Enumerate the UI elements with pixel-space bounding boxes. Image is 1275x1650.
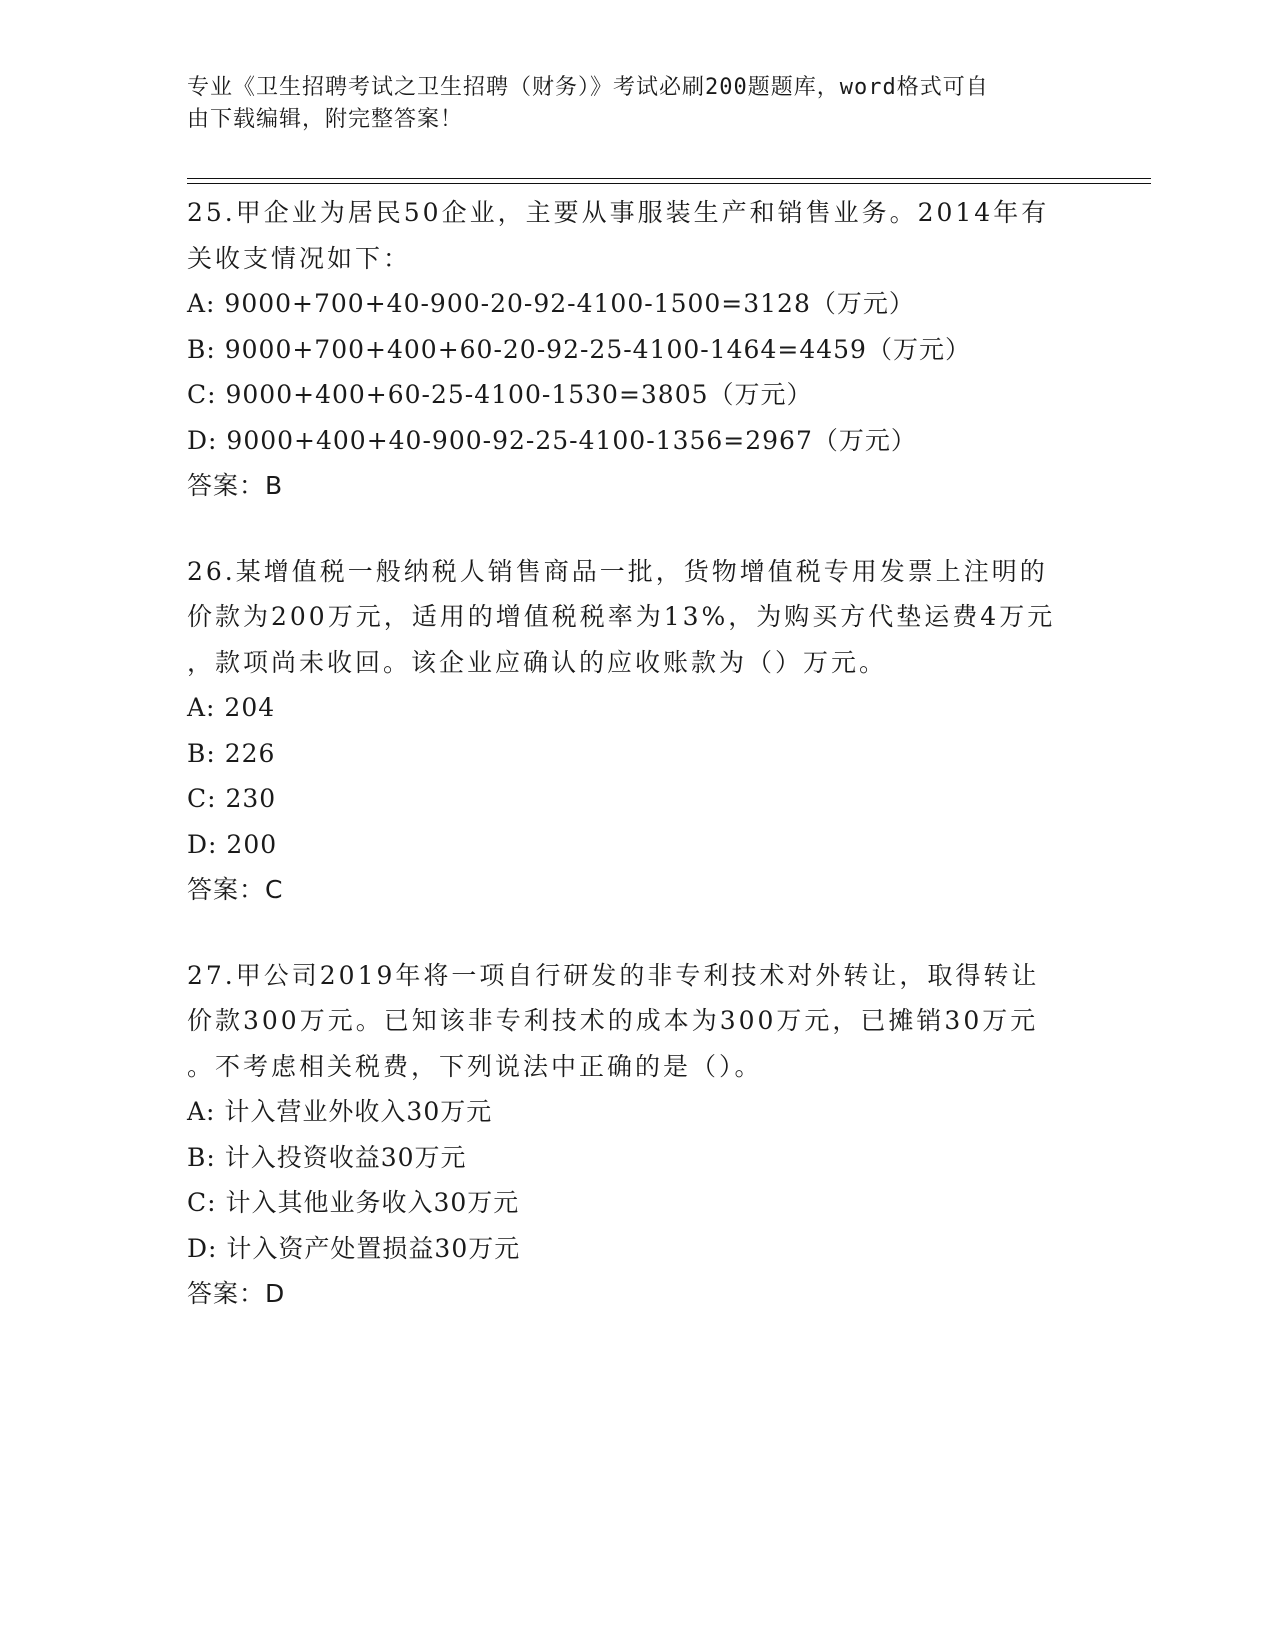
question-list	[187, 190, 1087, 1357]
option-c: C: 计入其他业务收入30万元	[187, 1188, 520, 1217]
option-c: C: 9000+400+60-25-4100-1530=3805（万元）	[187, 380, 813, 409]
document-header: 专业《卫生招聘考试之卫生招聘（财务）》考试必刷200题题库，word格式可自 由下载编辑，附完整答案！	[187, 75, 989, 132]
answer-label: 答案：D	[187, 1279, 286, 1308]
question-25	[187, 190, 1087, 509]
option-d: D: 计入资产处置损益30万元	[187, 1233, 521, 1263]
question-27	[187, 953, 1087, 1317]
question-stem: 27.甲公司2019年将一项自行研发的非专利技术对外转让，取得转让 价款300万元。已知该非专利技术的成本为300万元，已摊销30万元 。不考虑相关税费，下列说法中正确的是（）。	[187, 960, 1040, 1081]
option-d: D: 200	[187, 829, 278, 859]
question-stem: 25.甲企业为居民50企业，主要从事服装生产和销售业务。2014年有 关收支情况如下：	[187, 198, 1050, 273]
option-b: B: 9000+700+400+60-20-92-25-4100-1464=4459（万元）	[187, 334, 971, 364]
question-26	[187, 549, 1087, 913]
answer-label: 答案：C	[187, 875, 284, 904]
question-stem: 26.某增值税一般纳税人销售商品一批，货物增值税专用发票上注明的 价款为200万元，适用的增值税税率为13%，为购买方代垫运费4万元 ，款项尚未收回。该企业应确认的应收账款为（）万元。	[187, 556, 1056, 677]
option-a: A: 计入营业外收入30万元	[187, 1097, 493, 1126]
option-b: B: 226	[187, 738, 276, 768]
header-divider	[187, 178, 1151, 184]
option-a: A: 204	[187, 693, 276, 722]
answer-label: 答案：B	[187, 471, 284, 500]
option-d: D: 9000+400+40-900-92-25-4100-1356=2967（万元）	[187, 425, 917, 455]
option-c: C: 230	[187, 784, 277, 813]
option-a: A: 9000+700+40-900-20-92-4100-1500=3128（万元）	[187, 289, 915, 318]
option-b: B: 计入投资收益30万元	[187, 1142, 467, 1172]
